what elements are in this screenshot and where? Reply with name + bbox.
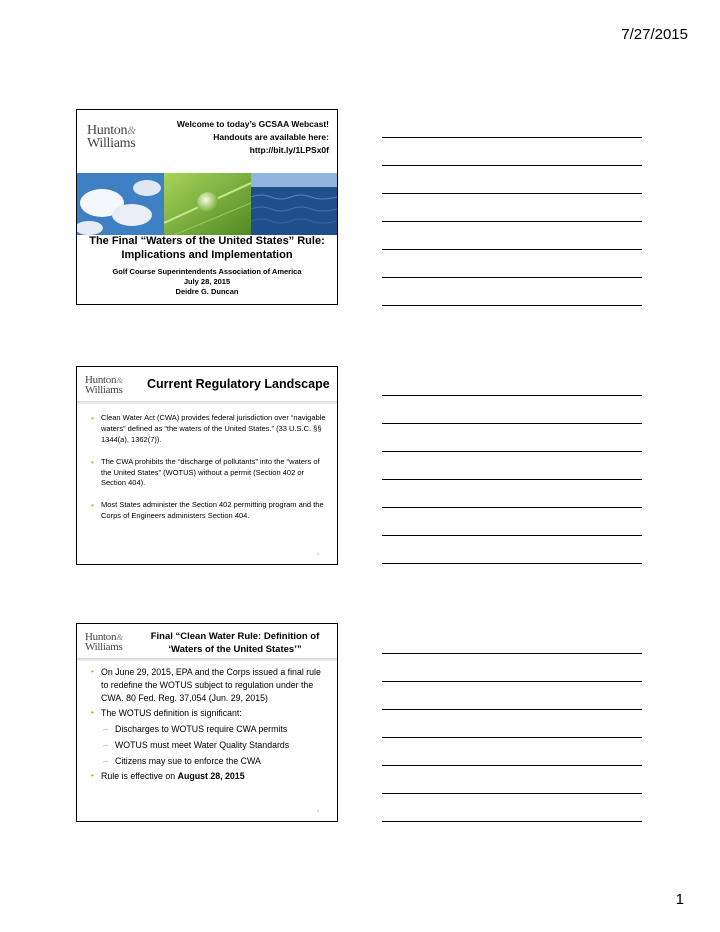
notes-line <box>382 165 642 166</box>
organization: Golf Course Superintendents Association of America <box>112 267 302 276</box>
slide3-header <box>77 624 337 658</box>
bullet-item: • Clean Water Act (CWA) provides federal jurisdiction over “navigable waters” defined as “the waters of the United States.” (33 U.S.C. §§ 1344(a), 1362(7)). <box>89 413 327 446</box>
slide3-title <box>139 631 331 657</box>
title-line1: Final “Clean Water Rule: Definition of <box>150 631 320 642</box>
notes-line <box>382 653 642 654</box>
logo-amp: & <box>116 632 123 642</box>
logo-line2: Williams <box>85 641 123 654</box>
notes-line <box>382 709 642 710</box>
handout-link[interactable]: http://bit.ly/1LPSx0f <box>249 145 329 156</box>
logo-line1: Hunton <box>87 123 128 138</box>
notes-line <box>382 193 642 194</box>
logo-amp: & <box>116 375 123 385</box>
title-line2: Implications and Implementation <box>121 249 293 262</box>
notes-line <box>382 137 642 138</box>
ocean-water-image <box>251 173 337 235</box>
notes-line <box>382 793 642 794</box>
notes-line <box>382 563 642 564</box>
notes-line <box>382 305 642 306</box>
print-date: 7/27/2015 <box>621 26 688 43</box>
welcome-text <box>149 118 329 158</box>
logo-amp: & <box>127 125 136 137</box>
hunton-williams-logo <box>85 375 123 396</box>
bullet-item: • Most States administer the Section 402 permitting program and the Corps of Engineers administers Section 404. <box>89 500 327 522</box>
notes-line <box>382 221 642 222</box>
slide-number: 3 <box>316 808 319 813</box>
welcome-line2: Handouts are available here: <box>213 132 329 143</box>
notes-line <box>382 737 642 738</box>
slide2-title: Current Regulatory Landscape <box>147 377 330 391</box>
slide-2 <box>76 366 338 565</box>
header-rule <box>77 658 337 661</box>
bullet-item: • The CWA prohibits the “discharge of pollutants” into the “waters of the United States” (WOTUS) without a permit (Section 402 or Section 404). <box>89 457 327 490</box>
sub-bullet-item: – Citizens may sue to enforce the CWA <box>89 755 327 768</box>
slide1-title <box>81 234 333 263</box>
slide2-bullets <box>89 413 327 533</box>
bullet-item: • The WOTUS definition is significant: <box>89 707 327 720</box>
notes-line <box>382 451 642 452</box>
notes-line <box>382 479 642 480</box>
bullet-item: • On June 29, 2015, EPA and the Corps issued a final rule to redefine the WOTUS subject to regulation under the CWA. 80 Fed. Reg. 37,054 (Jun. 29, 2015) <box>89 666 327 704</box>
hunton-williams-logo <box>87 124 136 151</box>
notes-line <box>382 423 642 424</box>
sky-clouds-image <box>77 173 164 235</box>
banner-image <box>77 173 337 235</box>
slide2-header <box>77 367 337 401</box>
hunton-williams-logo <box>85 632 123 653</box>
page-number: 1 <box>675 891 684 908</box>
effective-date: August 28, 2015 <box>177 771 245 782</box>
notes-line <box>382 395 642 396</box>
logo-line1: Hunton <box>85 631 117 643</box>
slide1-subtitle <box>81 267 333 297</box>
slide-3 <box>76 623 338 822</box>
bullet-text: Rule is effective on <box>101 771 178 782</box>
slide-1 <box>76 109 338 305</box>
slide-number: 2 <box>316 551 319 556</box>
bullet-item <box>89 770 327 783</box>
notes-line <box>382 507 642 508</box>
notes-line <box>382 821 642 822</box>
presentation-date: July 28, 2015 <box>183 277 231 287</box>
leaf-droplet-image <box>164 173 251 235</box>
slide3-bullets <box>89 666 327 786</box>
title-line2: ‘Waters of the United States’” <box>168 643 302 655</box>
logo-line2: Williams <box>87 136 136 152</box>
notes-line <box>382 277 642 278</box>
title-line1: The Final “Waters of the United States” Rule: <box>89 235 325 247</box>
logo-line1: Hunton <box>85 374 117 386</box>
notes-line <box>382 249 642 250</box>
notes-line <box>382 681 642 682</box>
header-rule <box>77 401 337 404</box>
welcome-line1: Welcome to today’s GCSAA Webcast! <box>176 119 329 129</box>
sub-bullet-item: – WOTUS must meet Water Quality Standards <box>89 739 327 752</box>
presenter-name: Deidre G. Duncan <box>175 287 239 297</box>
sub-bullet-item: – Discharges to WOTUS require CWA permits <box>89 723 327 736</box>
logo-line2: Williams <box>85 384 123 397</box>
notes-line <box>382 535 642 536</box>
notes-line <box>382 765 642 766</box>
